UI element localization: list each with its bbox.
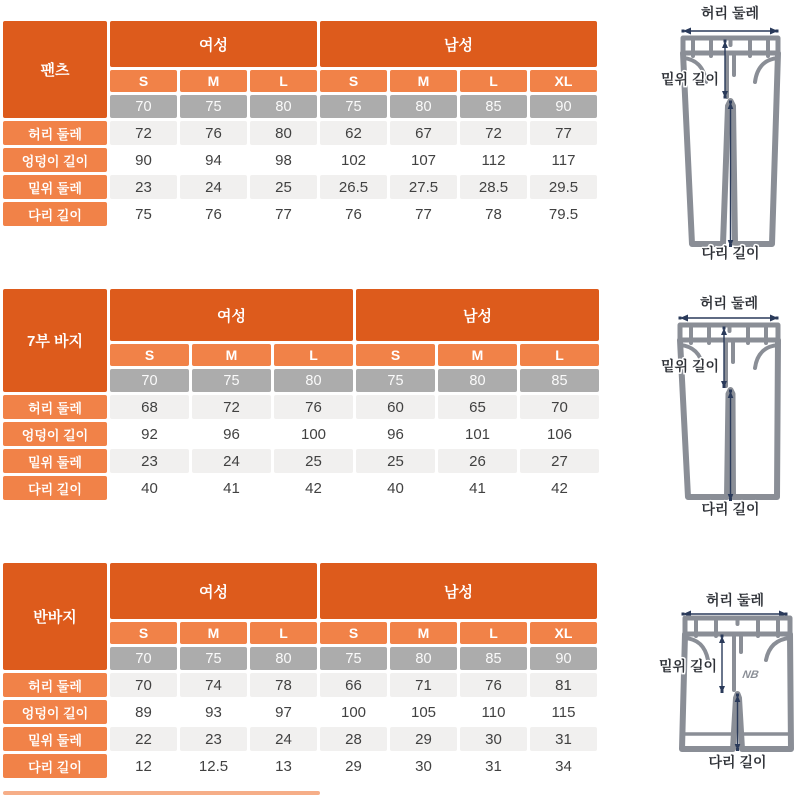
size-number-cell: 85 (460, 95, 527, 118)
leg-measure-label: 다리 길이 (701, 245, 760, 261)
value-cell: 96 (356, 422, 435, 446)
value-cell: 112 (460, 148, 527, 172)
value-cell: 28.5 (460, 175, 527, 199)
table-title-cell: 팬츠 (3, 21, 107, 118)
value-cell: 71 (390, 673, 457, 697)
measure-row (3, 422, 599, 446)
table-title-cell: 7부 바지 (3, 289, 107, 392)
value-cell: 65 (438, 395, 517, 419)
value-cell: 22 (110, 727, 177, 751)
measure-label-cell: 다리 길이 (3, 476, 107, 500)
size-table-pants (0, 18, 600, 229)
size-header-cell: M (390, 70, 457, 92)
value-cell: 23 (110, 175, 177, 199)
value-cell: 12 (110, 754, 177, 778)
value-cell: 90 (110, 148, 177, 172)
value-cell: 67 (390, 121, 457, 145)
value-cell: 97 (250, 700, 317, 724)
value-cell: 72 (460, 121, 527, 145)
value-cell: 79.5 (530, 202, 597, 226)
value-cell: 77 (390, 202, 457, 226)
waist-arrow (682, 28, 779, 35)
measure-row (3, 121, 597, 145)
measure-label-cell: 밑위 둘레 (3, 449, 107, 473)
value-cell: 24 (180, 175, 247, 199)
value-cell: 115 (530, 700, 597, 724)
measure-row (3, 754, 597, 778)
cropped-next-table-edge (3, 791, 320, 795)
measure-row (3, 148, 597, 172)
value-cell: 77 (530, 121, 597, 145)
waist-measure-label: 허리 둘레 (700, 295, 758, 311)
value-cell: 110 (460, 700, 527, 724)
size-number-cell: 75 (192, 369, 271, 392)
value-cell: 117 (530, 148, 597, 172)
gender-group-cell: 여성 (110, 21, 317, 67)
measure-label-cell: 엉덩이 길이 (3, 422, 107, 446)
value-cell: 25 (274, 449, 353, 473)
measure-label-cell: 허리 둘레 (3, 121, 107, 145)
measure-label-cell: 다리 길이 (3, 754, 107, 778)
value-cell: 42 (274, 476, 353, 500)
pants-outline (680, 325, 778, 497)
value-cell: 31 (460, 754, 527, 778)
value-cell: 74 (180, 673, 247, 697)
value-cell: 31 (530, 727, 597, 751)
measure-row (3, 449, 599, 473)
gender-group-cell: 여성 (110, 289, 353, 341)
size-header-cell: S (110, 344, 189, 366)
value-cell: 78 (460, 202, 527, 226)
size-header-cell: L (274, 344, 353, 366)
value-cell: 70 (520, 395, 599, 419)
size-number-cell: 75 (356, 369, 435, 392)
rise-measure-label: 밑위 길이 (661, 71, 719, 87)
value-cell: 29 (320, 754, 387, 778)
leg-measure-label: 다리 길이 (708, 754, 767, 770)
size-header-cell: S (356, 344, 435, 366)
value-cell: 76 (180, 121, 247, 145)
value-cell: 100 (320, 700, 387, 724)
value-cell: 105 (390, 700, 457, 724)
value-cell: 66 (320, 673, 387, 697)
shorts-measure-diagram (638, 582, 800, 778)
size-table-section-capri-pants (0, 286, 602, 503)
pants-outline-drawing (635, 0, 795, 262)
value-cell: 72 (192, 395, 271, 419)
size-header-cell: M (180, 622, 247, 644)
value-cell: 102 (320, 148, 387, 172)
size-header-cell: L (250, 622, 317, 644)
size-table-shorts (0, 560, 600, 781)
rise-arrow (719, 635, 725, 694)
measure-label-cell: 다리 길이 (3, 202, 107, 226)
value-cell: 80 (250, 121, 317, 145)
measure-row (3, 175, 597, 199)
leg-measure-label: 다리 길이 (701, 501, 760, 517)
capri-outline-drawing (635, 288, 795, 520)
size-header-cell: S (110, 70, 177, 92)
gender-group-cell: 여성 (110, 563, 317, 619)
size-number-cell: 80 (438, 369, 517, 392)
gender-group-cell: 남성 (320, 563, 597, 619)
value-cell: 62 (320, 121, 387, 145)
measure-row (3, 673, 597, 697)
shorts-outline-drawing (638, 582, 800, 778)
value-cell: 12.5 (180, 754, 247, 778)
value-cell: 68 (110, 395, 189, 419)
size-number-cell: 85 (460, 647, 527, 670)
value-cell: 76 (180, 202, 247, 226)
size-number-cell: 90 (530, 95, 597, 118)
value-cell: 24 (192, 449, 271, 473)
size-header-cell: M (438, 344, 517, 366)
size-number-cell: 85 (520, 369, 599, 392)
size-number-cell: 70 (110, 95, 177, 118)
value-cell: 40 (356, 476, 435, 500)
value-cell: 100 (274, 422, 353, 446)
value-cell: 60 (356, 395, 435, 419)
rise-measure-label: 밑위 길이 (659, 658, 717, 674)
measure-label-cell: 허리 둘레 (3, 395, 107, 419)
size-number-cell: 80 (274, 369, 353, 392)
value-cell: 76 (320, 202, 387, 226)
value-cell: 93 (180, 700, 247, 724)
value-cell: 42 (520, 476, 599, 500)
size-table-section-pants (0, 18, 600, 229)
value-cell: 26.5 (320, 175, 387, 199)
table-title-cell: 반바지 (3, 563, 107, 670)
measure-label-cell: 엉덩이 길이 (3, 148, 107, 172)
value-cell: 76 (274, 395, 353, 419)
rise-measure-label: 밑위 길이 (661, 358, 719, 374)
measure-row (3, 395, 599, 419)
value-cell: 30 (460, 727, 527, 751)
size-header-cell: L (250, 70, 317, 92)
size-table-section-shorts (0, 560, 600, 781)
measure-row (3, 202, 597, 226)
value-cell: 78 (250, 673, 317, 697)
size-header-cell: L (460, 70, 527, 92)
value-cell: 25 (250, 175, 317, 199)
value-cell: 13 (250, 754, 317, 778)
gender-group-cell: 남성 (320, 21, 597, 67)
value-cell: 41 (192, 476, 271, 500)
waist-measure-label: 허리 둘레 (706, 592, 764, 608)
size-table-capri-pants (0, 286, 602, 503)
size-number-cell: 75 (320, 95, 387, 118)
value-cell: 89 (110, 700, 177, 724)
size-number-cell: 70 (110, 647, 177, 670)
value-cell: 107 (390, 148, 457, 172)
size-number-cell: 80 (390, 647, 457, 670)
value-cell: 29.5 (530, 175, 597, 199)
nb-logo: NB (741, 669, 760, 681)
size-header-cell: L (520, 344, 599, 366)
measure-row (3, 727, 597, 751)
size-number-cell: 80 (250, 95, 317, 118)
value-cell: 41 (438, 476, 517, 500)
size-header-cell: M (180, 70, 247, 92)
value-cell: 81 (530, 673, 597, 697)
measure-row (3, 476, 599, 500)
size-header-cell: S (320, 70, 387, 92)
size-header-cell: S (320, 622, 387, 644)
value-cell: 94 (180, 148, 247, 172)
value-cell: 106 (520, 422, 599, 446)
size-header-cell: XL (530, 622, 597, 644)
value-cell: 26 (438, 449, 517, 473)
size-number-cell: 75 (320, 647, 387, 670)
capri-pants-measure-diagram (635, 288, 795, 520)
waist-arrow (679, 315, 779, 322)
value-cell: 77 (250, 202, 317, 226)
size-number-cell: 80 (250, 647, 317, 670)
size-header-cell: M (192, 344, 271, 366)
value-cell: 27 (520, 449, 599, 473)
value-cell: 92 (110, 422, 189, 446)
measure-label-cell: 엉덩이 길이 (3, 700, 107, 724)
value-cell: 70 (110, 673, 177, 697)
value-cell: 34 (530, 754, 597, 778)
size-number-cell: 70 (110, 369, 189, 392)
value-cell: 24 (250, 727, 317, 751)
size-header-cell: L (460, 622, 527, 644)
shorts-outline (682, 618, 791, 749)
value-cell: 23 (110, 449, 189, 473)
value-cell: 40 (110, 476, 189, 500)
pants-measure-diagram (635, 0, 795, 262)
size-header-cell: M (390, 622, 457, 644)
value-cell: 76 (460, 673, 527, 697)
value-cell: 96 (192, 422, 271, 446)
value-cell: 28 (320, 727, 387, 751)
value-cell: 75 (110, 202, 177, 226)
waist-measure-label: 허리 둘레 (701, 5, 759, 21)
value-cell: 29 (390, 727, 457, 751)
size-header-cell: XL (530, 70, 597, 92)
measure-label-cell: 허리 둘레 (3, 673, 107, 697)
measure-row (3, 700, 597, 724)
value-cell: 23 (180, 727, 247, 751)
gender-group-cell: 남성 (356, 289, 599, 341)
value-cell: 98 (250, 148, 317, 172)
size-number-cell: 75 (180, 95, 247, 118)
measure-label-cell: 밑위 둘레 (3, 727, 107, 751)
value-cell: 25 (356, 449, 435, 473)
value-cell: 101 (438, 422, 517, 446)
measure-label-cell: 밑위 둘레 (3, 175, 107, 199)
value-cell: 30 (390, 754, 457, 778)
value-cell: 72 (110, 121, 177, 145)
size-header-cell: S (110, 622, 177, 644)
size-number-cell: 80 (390, 95, 457, 118)
value-cell: 27.5 (390, 175, 457, 199)
size-number-cell: 75 (180, 647, 247, 670)
size-number-cell: 90 (530, 647, 597, 670)
